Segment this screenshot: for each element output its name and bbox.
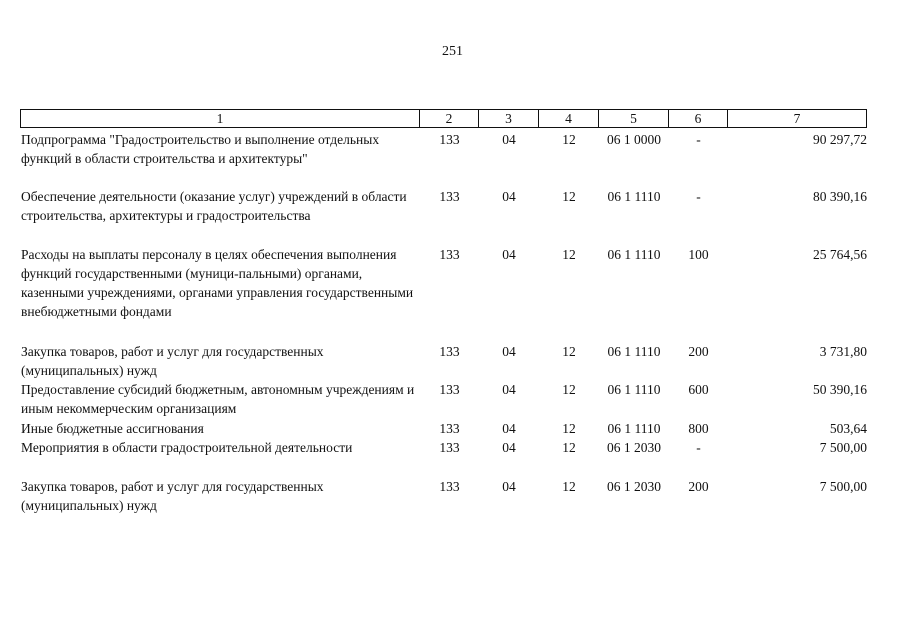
column-header-1: 1 xyxy=(21,110,420,128)
row-code-target: 06 1 2030 xyxy=(607,440,661,455)
column-header-4: 4 xyxy=(539,110,599,128)
row-code-section: 04 xyxy=(502,247,516,262)
row-name: Закупка товаров, работ и услуг для государственных (муниципальных) нужд xyxy=(21,479,324,513)
row-name: Подпрограмма "Градостроительство и выполнение отдельных функций в области строительства и архитектуры" xyxy=(21,132,380,166)
row-code-expense-type: 200 xyxy=(688,479,709,494)
page-number: 251 xyxy=(442,44,463,59)
row-code-target: 06 1 0000 xyxy=(607,132,661,147)
row-code-subsection: 12 xyxy=(562,247,576,262)
row-code-ministry: 133 xyxy=(439,421,460,436)
column-header-5: 5 xyxy=(599,110,669,128)
row-code-subsection: 12 xyxy=(562,440,576,455)
column-header-2: 2 xyxy=(420,110,479,128)
row-code-target: 06 1 1110 xyxy=(607,344,661,359)
row-code-ministry: 133 xyxy=(439,344,460,359)
row-name: Иные бюджетные ассигнования xyxy=(21,421,204,436)
row-code-ministry: 133 xyxy=(439,382,460,397)
row-amount: 80 390,16 xyxy=(813,189,867,204)
row-amount: 3 731,80 xyxy=(819,344,867,359)
column-header-7: 7 xyxy=(728,110,867,128)
row-code-ministry: 133 xyxy=(439,247,460,262)
row-name: Обеспечение деятельности (оказание услуг) учреждений в области строительства, архитектуры и градостроительства xyxy=(21,189,407,223)
row-code-expense-type: 600 xyxy=(688,382,709,397)
row-code-subsection: 12 xyxy=(562,344,576,359)
row-code-ministry: 133 xyxy=(439,189,460,204)
row-code-section: 04 xyxy=(502,382,516,397)
row-code-expense-type: - xyxy=(696,440,701,455)
column-header-6: 6 xyxy=(669,110,728,128)
row-code-section: 04 xyxy=(502,189,516,204)
row-code-subsection: 12 xyxy=(562,479,576,494)
row-code-subsection: 12 xyxy=(562,189,576,204)
row-code-section: 04 xyxy=(502,132,516,147)
row-code-target: 06 1 2030 xyxy=(607,479,661,494)
column-header-table xyxy=(20,109,867,128)
row-name: Расходы на выплаты персоналу в целях обеспечения выполнения функций государственными (муници-пальными) органами, казенными учреждениями, органами управления государственными внебюджетными фондами xyxy=(21,247,414,319)
row-name: Мероприятия в области градостроительной деятельности xyxy=(21,440,353,455)
row-code-subsection: 12 xyxy=(562,382,576,397)
column-header-3: 3 xyxy=(479,110,539,128)
column-header-row xyxy=(21,110,867,128)
row-amount: 25 764,56 xyxy=(813,247,867,262)
row-amount: 7 500,00 xyxy=(819,479,867,494)
row-code-target: 06 1 1110 xyxy=(607,421,661,436)
row-amount: 50 390,16 xyxy=(813,382,867,397)
row-code-section: 04 xyxy=(502,344,516,359)
row-code-section: 04 xyxy=(502,479,516,494)
row-code-ministry: 133 xyxy=(439,440,460,455)
row-code-expense-type: 800 xyxy=(688,421,709,436)
row-code-subsection: 12 xyxy=(562,421,576,436)
row-code-expense-type: 100 xyxy=(688,247,709,262)
row-amount: 503,64 xyxy=(829,421,867,436)
row-code-section: 04 xyxy=(502,421,516,436)
row-amount: 90 297,72 xyxy=(813,132,867,147)
row-amount: 7 500,00 xyxy=(819,440,867,455)
row-code-subsection: 12 xyxy=(562,132,576,147)
row-code-expense-type: - xyxy=(696,189,701,204)
row-code-expense-type: - xyxy=(696,132,701,147)
row-code-target: 06 1 1110 xyxy=(607,189,661,204)
row-code-ministry: 133 xyxy=(439,479,460,494)
row-code-target: 06 1 1110 xyxy=(607,382,661,397)
row-code-section: 04 xyxy=(502,440,516,455)
row-code-target: 06 1 1110 xyxy=(607,247,661,262)
row-name: Предоставление субсидий бюджетным, автономным учреждениям и иным некоммерческим организациям xyxy=(21,382,415,416)
row-code-ministry: 133 xyxy=(439,132,460,147)
row-name: Закупка товаров, работ и услуг для государственных (муниципальных) нужд xyxy=(21,344,324,378)
row-code-expense-type: 200 xyxy=(688,344,709,359)
